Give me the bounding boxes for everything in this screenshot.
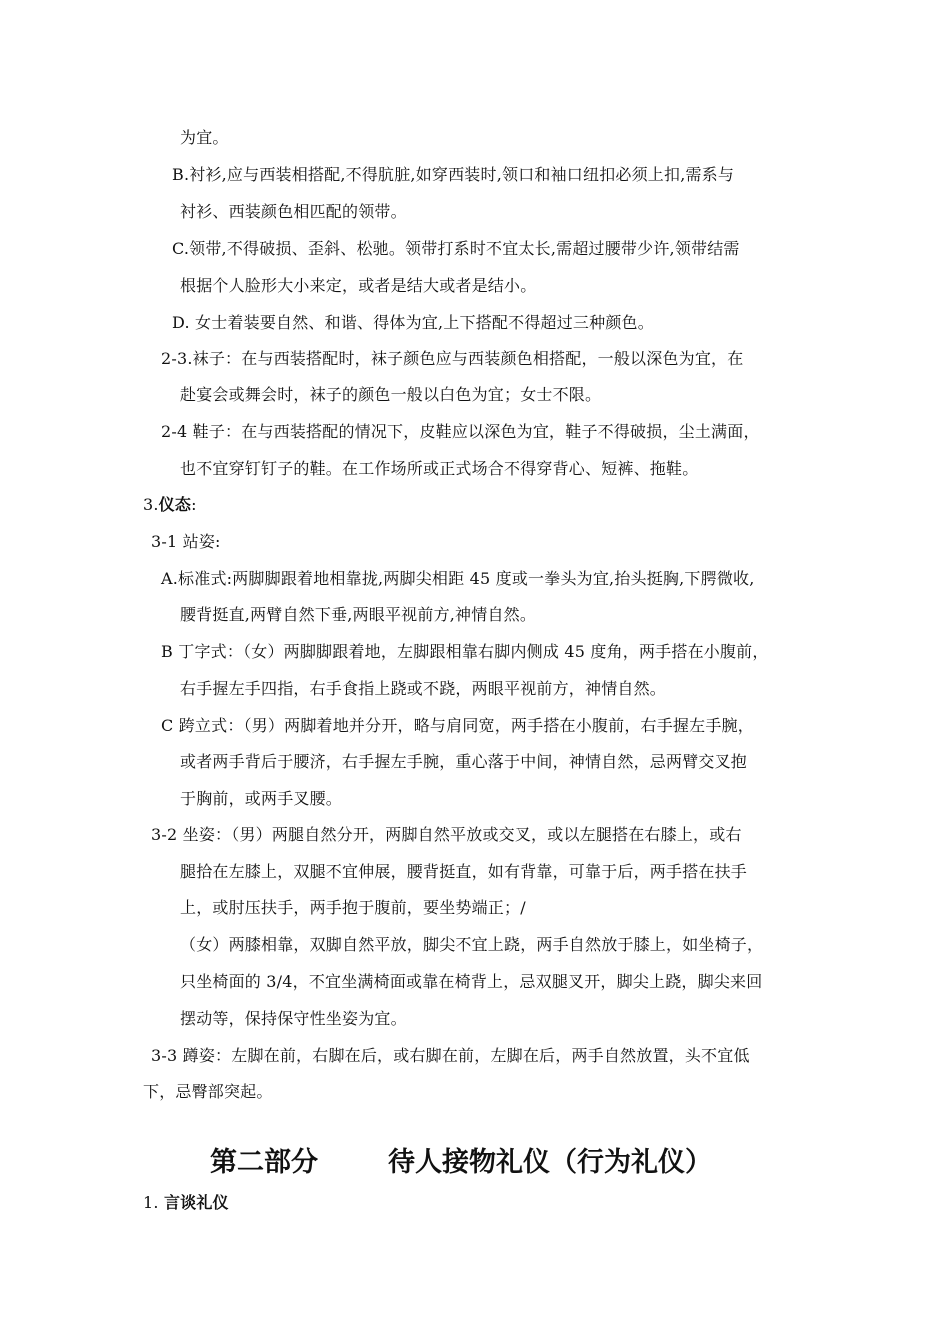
item-number: 1. bbox=[143, 1193, 164, 1212]
text-line: A.标准式:两脚脚跟着地相靠拢,两脚尖相距 45 度或一拳头为宜,抬头挺胸,下腭微收, bbox=[161, 569, 755, 588]
text-line: 衬衫、西装颜色相匹配的领带。 bbox=[180, 202, 407, 221]
section-label: 仪态 bbox=[158, 495, 192, 514]
text-line: 2-3.袜子：在与西装搭配时，袜子颜色应与西装颜色相搭配，一般以深色为宜，在 bbox=[161, 349, 744, 368]
text-line: 根据个人脸形大小来定，或者是结大或者是结小。 bbox=[180, 276, 537, 295]
text-line: （女）两膝相靠，双脚自然平放，脚尖不宜上跷，两手自然放于膝上，如坐椅子， bbox=[180, 935, 764, 954]
text-line: 摆动等，保持保守性坐姿为宜。 bbox=[180, 1009, 407, 1028]
text-line: D. 女士着装要自然、和谐、得体为宜,上下搭配不得超过三种颜色。 bbox=[172, 313, 654, 332]
text-line: 赴宴会或舞会时，袜子的颜色一般以白色为宜；女士不限。 bbox=[180, 385, 602, 404]
text-line: 也不宜穿钉钉子的鞋。在工作场所或正式场合不得穿背心、短裤、拖鞋。 bbox=[180, 459, 699, 478]
item-label: 言谈礼仪 bbox=[163, 1193, 229, 1212]
section-colon: : bbox=[191, 495, 197, 514]
text-line: B 丁字式：（女）两脚脚跟着地，左脚跟相靠右脚内侧成 45 度角，两手搭在小腹前， bbox=[161, 642, 769, 661]
text-line: 下，忌臀部突起。 bbox=[143, 1082, 273, 1101]
text-line: 3-1 站姿: bbox=[151, 532, 221, 551]
section-number: 3. bbox=[143, 495, 159, 514]
text-line: 只坐椅面的 3/4，不宜坐满椅面或靠在椅背上，忌双腿叉开，脚尖上跷，脚尖来回 bbox=[180, 972, 763, 991]
text-line: 右手握左手四指，右手食指上跷或不跷，两眼平视前方，神情自然。 bbox=[180, 679, 667, 698]
text-line: C 跨立式：（男）两脚着地并分开，略与肩同宽，两手搭在小腹前，右手握左手腕， bbox=[161, 716, 754, 735]
text-line: 3-3 蹲姿：左脚在前，右脚在后，或右脚在前，左脚在后，两手自然放置，头不宜低 bbox=[151, 1046, 750, 1065]
text-line: 于胸前，或两手叉腰。 bbox=[180, 789, 343, 808]
item-heading bbox=[143, 1192, 229, 1214]
text-line: 腰背挺直,两臂自然下垂,两眼平视前方,神情自然。 bbox=[180, 605, 537, 624]
part-title bbox=[210, 1145, 712, 1181]
text-line: 腿拾在左膝上，双腿不宜伸展，腰背挺直，如有背靠，可靠于后，两手搭在扶手 bbox=[180, 862, 748, 881]
text-line: 2-4 鞋子：在与西装搭配的情况下，皮鞋应以深色为宜，鞋子不得破损，尘土满面， bbox=[161, 422, 760, 441]
part-number: 第二部分 bbox=[210, 1147, 318, 1178]
text-line: 上，或肘压扶手，两手抱于腹前，要坐势端正；/ bbox=[180, 898, 526, 917]
part-name: 待人接物礼仪（行为礼仪） bbox=[388, 1147, 712, 1178]
text-line: 为宜。 bbox=[180, 128, 229, 147]
text-line: 或者两手背后于腰济，右手握左手腕，重心落于中间，神情自然，忌两臂交叉抱 bbox=[180, 752, 748, 771]
section-heading bbox=[143, 494, 197, 516]
text-line: C.领带,不得破损、歪斜、松驰。领带打系时不宜太长,需超过腰带少许,领带结需 bbox=[172, 239, 740, 258]
text-line: B.衬衫,应与西装相搭配,不得肮脏,如穿西装时,领口和袖口纽扣必须上扣,需系与 bbox=[172, 165, 735, 184]
text-line: 3-2 坐姿：（男）两腿自然分开，两脚自然平放或交叉，或以左腿搭在右膝上，或右 bbox=[151, 825, 742, 844]
